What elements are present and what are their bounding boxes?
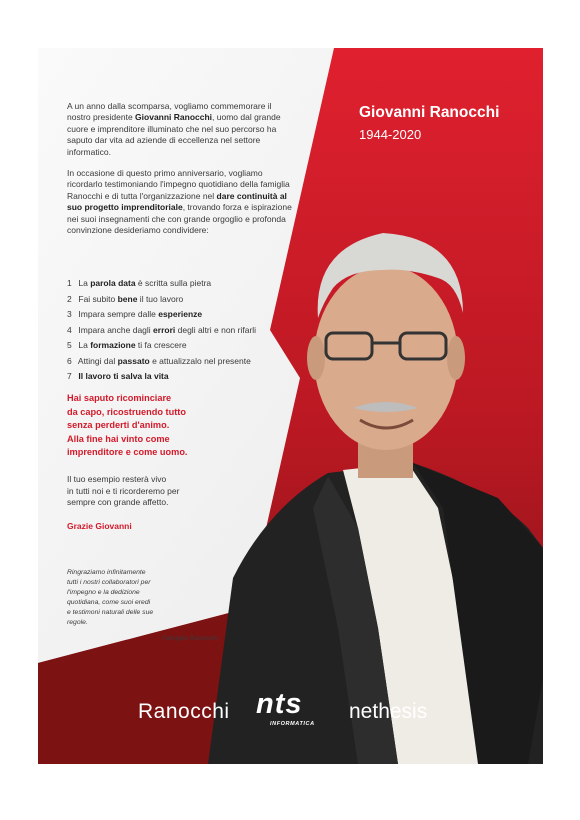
closing-text: Il tuo esempio resterà vivo in tutti noi e ti ricorderemo per sempre con grande affetto. (67, 474, 180, 508)
nts-logo-subtitle: INFORMATICA (270, 721, 315, 727)
intro-paragraph-2: In occasione di questo primo anniversario, vogliamo ricordarlo testimoniando l'impegno quotidiano della famiglia Ranocchi e di tutta l'organizzazione nel dare continuità al suo progetto imprenditoriale, trovando forza e ispirazione nei suoi insegnamenti che con grande orgoglio e profonda convinzione desideriamo condividere: (67, 168, 292, 236)
principle-item: 2 Fai subito bene il tuo lavoro (67, 293, 184, 304)
principle-item: 3 Impara sempre dalle esperienze (67, 309, 203, 319)
tribute-quote: Hai saputo ricominciare da capo, ricostruendo tutto senza perderti d'animo. Alla fine hai vinto come imprenditore e come uomo. (67, 393, 188, 458)
acknowledgment-text: Ringraziamo infinitamente tutti i nostri collaboratori per l'impegno e la dedizione quotidiana, come suoi eredi e testimoni naturali delle sue regole. (67, 569, 154, 626)
nts-logo: nts (256, 688, 303, 720)
intro-text (67, 101, 292, 246)
principle-item: 1 La parola data è scritta sulla pietra (67, 278, 212, 288)
signature: Famiglia Ranocchi (162, 635, 218, 642)
principle-item: 6 Attingi dal passato e attualizzalo nel presente (67, 355, 251, 366)
nethesis-logo: nethesis (349, 700, 428, 723)
person-name: Giovanni Ranocchi (359, 104, 500, 121)
ranocchi-logo: Ranocchi (138, 700, 230, 723)
intro-paragraph-1: A un anno dalla scomparsa, vogliamo commemorare il nostro presidente Giovanni Ranocchi, uomo dal grande cuore e imprenditore illuminato che nel suo percorso ha saputo dar vita ad aziende di eccellenza nel settore informatico. (67, 101, 281, 157)
life-years: 1944-2020 (359, 127, 422, 142)
thanks-text: Grazie Giovanni (67, 521, 132, 531)
principle-item: 4 Impara anche dagli errori degli altri e non rifarli (67, 324, 257, 335)
principle-item: 5 La formazione ti fa crescere (67, 340, 187, 350)
memorial-poster (38, 48, 543, 764)
principle-item: 7 Il lavoro ti salva la vita (67, 371, 169, 381)
principles-list (67, 276, 327, 385)
